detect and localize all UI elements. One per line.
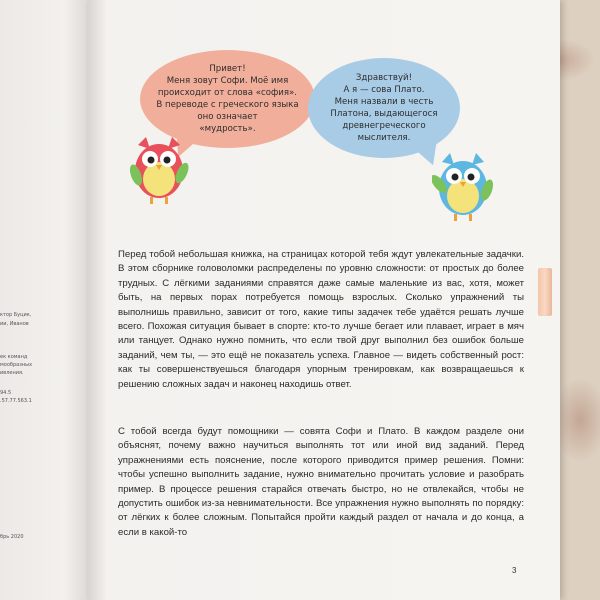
left-page-line: брь 2020 [0, 534, 24, 540]
left-page-line: ек команд [0, 354, 28, 360]
body-paragraph-2: С тобой всегда будут помощники — совята Софи и Плато. В каждом разделе они объяснят, почему важно научиться выполнять тот или иной вид заданий. Перед упражнениями есть пояснение, после которого приводится пример решения. Помни: чтобы успешно выполнить задание, нужно внимательно прочитать условие и разобрать пример. В процессе решения старайся отвечать быстро, но не отвлекайся, чтобы не допустить ошибок из-за невнимательности. Все упражнения нужно выполнять по порядку: от лёгких к более сложным. Попытайся пройти каждый раздел от начала и до конца, а если в какой-то [118, 426, 524, 538]
speech-bubble-sofi [140, 50, 315, 148]
left-page-line: мообразных [0, 362, 33, 368]
plato-speech-text: Здравствуй! А я — сова Плато. Меня назвали в честь Платона, выдающегося древнегреческого мыслителя. [330, 73, 438, 143]
body-paragraph-1: Перед тобой небольшая книжка, на страницах которой тебя ждут увлекательные задачки. В этом сборнике головоломки распределены по уровню сложности: от простых до более трудных. С лёгкими заданиями справятся даже самые маленькие из вас, хотя, может быть, на первых порах потребуется помощь взрослых. Сколько упражнений ты выполнишь правильно, зависит от того, какие типы задачек тебе удаётся решать лучше всего. Похожая ситуация бывает в спорте: кто-то лучше бегает или плавает, играет в мяч или танцует. Однако нужно помнить, что если твой друг выполнил без ошибок больше заданий, чем ты, — это ещё не показатель успеха. Главное — видеть собственный рост: как ты совершенствуешься благодаря упорным тренировкам, как возвращаешься к решению сложных задач и наконец находишь ответ. [118, 249, 524, 390]
left-page-line: ивления. [0, 370, 24, 376]
left-page [0, 0, 92, 600]
owl-icon [432, 150, 494, 222]
left-page-line: .57.77.563.1 [0, 398, 32, 404]
page-number: 3 [512, 566, 517, 575]
sofi-speech-text: Привет! Меня зовут Софи. Моё имя происходит от слова «софия». В переводе с греческого языка оно означает «мудрость». [156, 64, 299, 134]
speech-bubble-plato [308, 58, 460, 158]
bookmark-tab [538, 268, 552, 316]
left-page-line: 94.5 [0, 390, 12, 396]
left-page-line: ии, Иванов [0, 321, 29, 327]
left-page-line: ктор Буцик, [0, 312, 32, 318]
owl-icon [128, 135, 190, 205]
